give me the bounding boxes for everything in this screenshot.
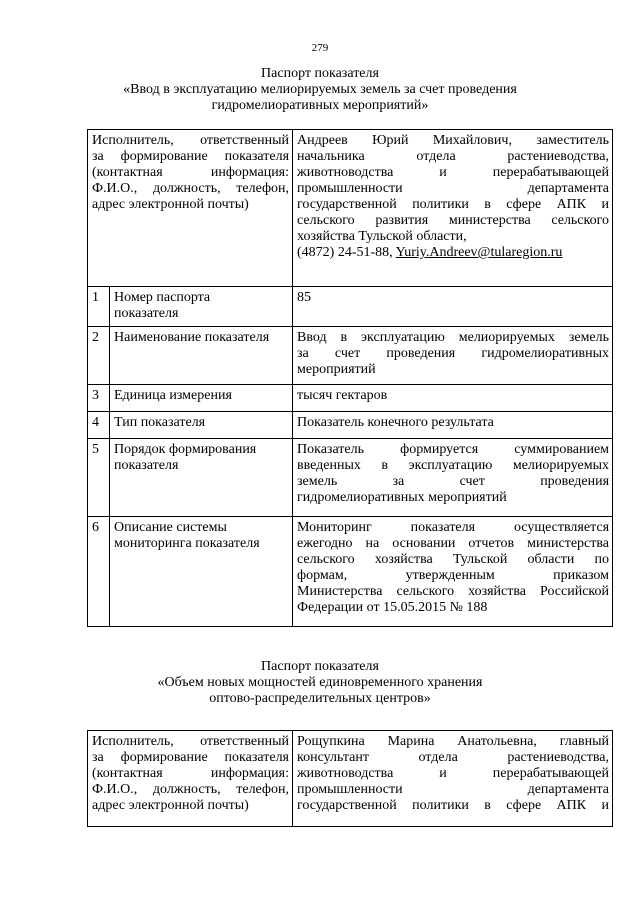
- executor-label: Исполнитель, ответственный за формирование показателя (контактная информация: Ф.И.О., должность, телефон, адрес электронной почты): [88, 130, 293, 287]
- row-number: 3: [88, 385, 110, 412]
- passport2-heading: [0, 659, 640, 707]
- executor-row: [88, 731, 613, 827]
- passport1-subtitle-line1: «Ввод в эксплуатацию мелиорируемых земель за счет проведения: [123, 82, 517, 97]
- table-row: [88, 412, 613, 439]
- row-label: Единица измерения: [110, 385, 293, 412]
- executor-label: Исполнитель, ответственный за формирование показателя (контактная информация: Ф.И.О., должность, телефон, адрес электронной почты): [88, 731, 293, 827]
- row-value: Мониторинг показателя осуществляется ежегодно на основании отчетов министерства сельского хозяйства Тульской области по формам, утвержденным приказом Министерства сельского хозяйства Российской Федерации от 15.05.2015 № 188: [293, 517, 613, 627]
- row-number: 1: [88, 287, 110, 327]
- executor-value: Андреев Юрий Михайлович, заместитель начальника отдела растениеводства, животноводства и перерабатывающей промышленности департамента государственной политики в сфере АПК и сельского развития министерства сельского хозяйства Тульской области, (4872) 24-51-88, Yuriy.Andreev@tularegion.ru: [293, 130, 613, 287]
- executor-value: Рощупкина Марина Анатольевна, главный консультант отдела растениеводства, животноводства и перерабатывающей промышленности департамента государственной политики в сфере АПК и: [293, 731, 613, 827]
- executor-phone: (4872) 24-51-88,: [297, 245, 396, 260]
- table-row: [88, 327, 613, 385]
- passport1-table: [87, 129, 613, 627]
- row-label: Наименование показателя: [110, 327, 293, 385]
- row-label: Описание системы мониторинга показателя: [110, 517, 293, 627]
- row-label: Номер паспорта показателя: [110, 287, 293, 327]
- row-value: Ввод в эксплуатацию мелиорируемых земель за счет проведения гидромелиоративных мероприятий: [293, 327, 613, 385]
- row-value: 85: [293, 287, 613, 327]
- passport2-title: Паспорт показателя: [261, 659, 379, 674]
- table-row: [88, 385, 613, 412]
- table-row: [88, 517, 613, 627]
- row-value: Показатель конечного результата: [293, 412, 613, 439]
- row-number: 4: [88, 412, 110, 439]
- table-row: [88, 287, 613, 327]
- page-number: 279: [311, 42, 329, 54]
- row-value: тысяч гектаров: [293, 385, 613, 412]
- row-label: Порядок формирования показателя: [110, 439, 293, 517]
- executor-row: [88, 130, 613, 287]
- passport1-subtitle-line2: гидромелиоративных мероприятий»: [211, 98, 429, 113]
- passport1-title: Паспорт показателя: [261, 66, 379, 81]
- passport2-subtitle-line2: оптово-распределительных центров»: [209, 691, 431, 706]
- row-number: 6: [88, 517, 110, 627]
- row-number: 5: [88, 439, 110, 517]
- row-label: Тип показателя: [110, 412, 293, 439]
- row-number: 2: [88, 327, 110, 385]
- table-row: [88, 439, 613, 517]
- executor-email-link[interactable]: Yuriy.Andreev@tularegion.ru: [395, 245, 563, 260]
- row-value: Показатель формируется суммированием введенных в эксплуатацию мелиорируемых земель за счет проведения гидромелиоративных мероприятий: [293, 439, 613, 517]
- passport1-heading: [0, 66, 640, 114]
- passport2-subtitle-line1: «Объем новых мощностей единовременного хранения: [157, 675, 483, 690]
- passport2-table: [87, 730, 613, 827]
